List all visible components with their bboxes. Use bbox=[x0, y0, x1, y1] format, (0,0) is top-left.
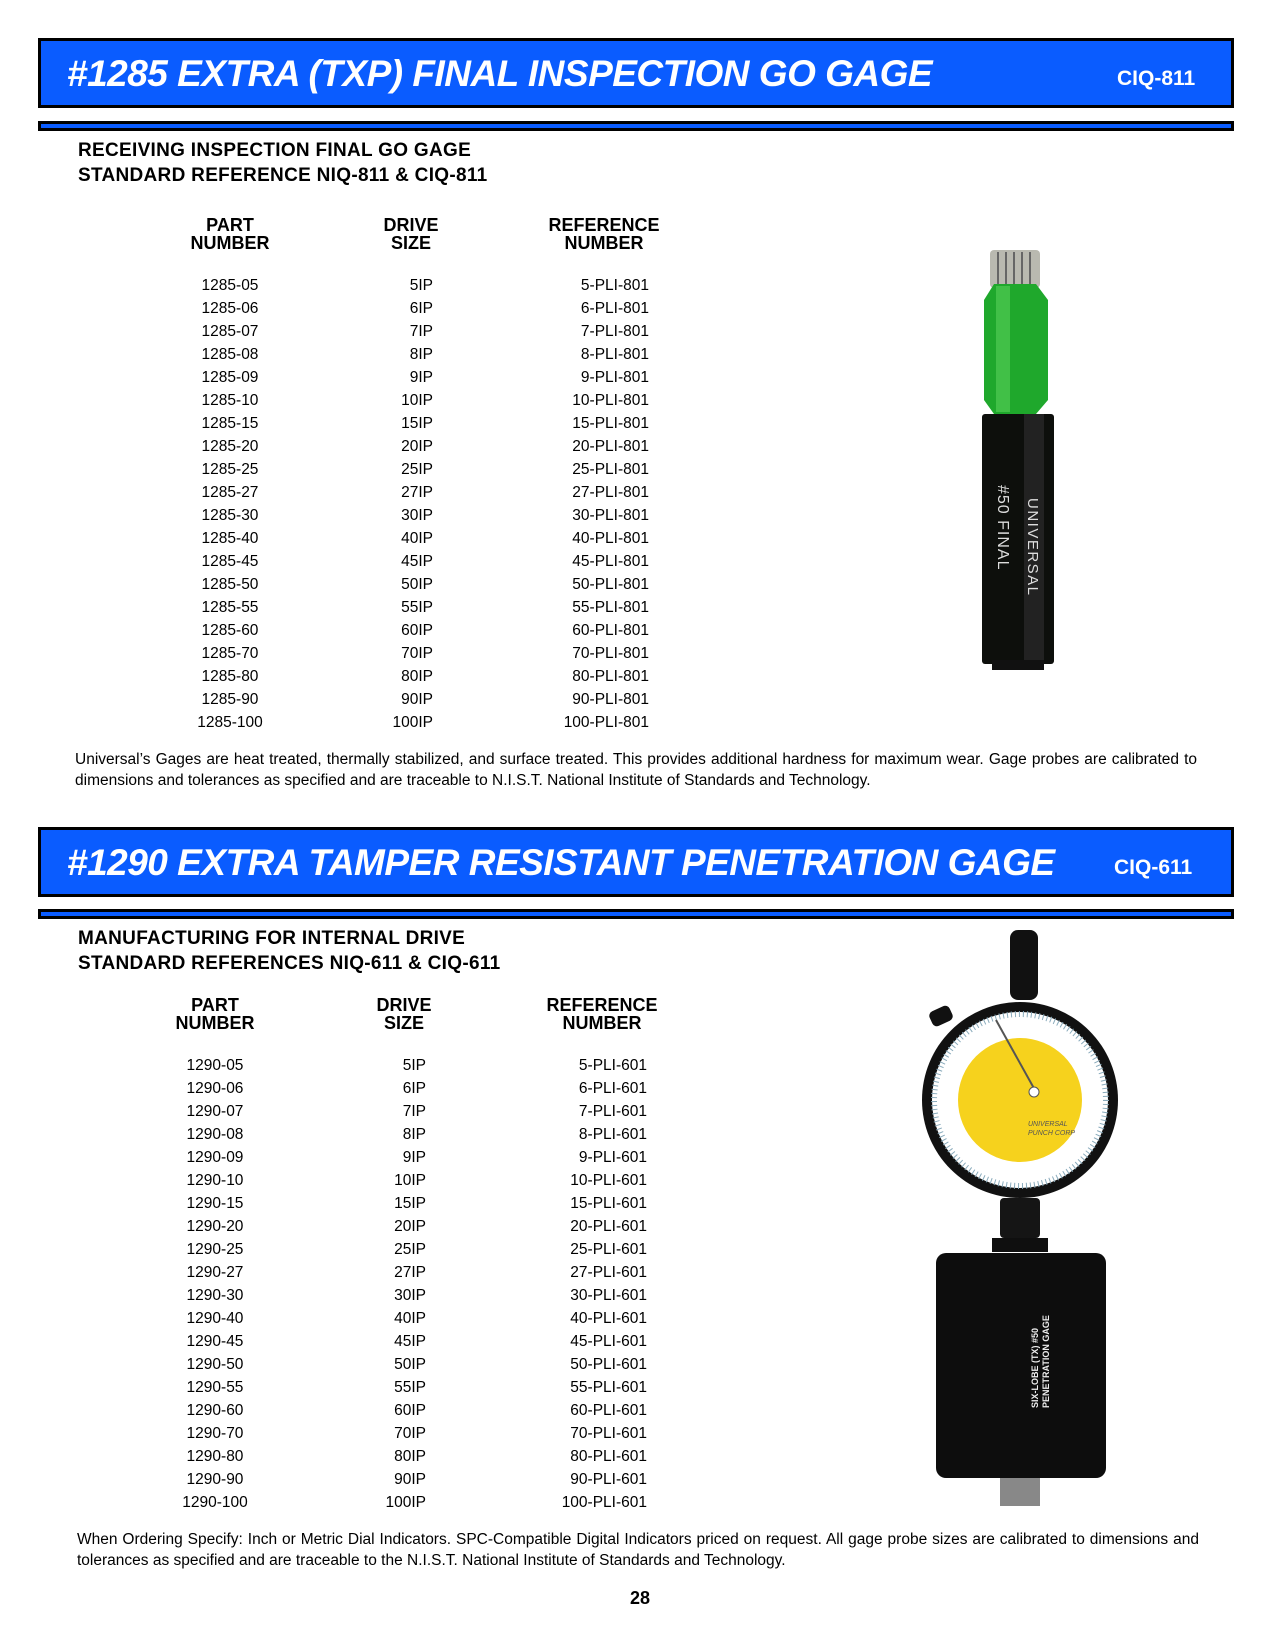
reference-number-cell: 55-PLI-801 bbox=[572, 599, 649, 617]
part-number-cell: 1285-10 bbox=[201, 392, 259, 410]
part-number-cell: 1290-100 bbox=[182, 1494, 248, 1512]
drive-size-cell: 70IP bbox=[401, 645, 433, 663]
drive-size-cell: 27IP bbox=[401, 484, 433, 502]
penetration-gage-image bbox=[918, 930, 1123, 1510]
part-number-cell: 1285-15 bbox=[201, 415, 259, 433]
part-number-cell: 1290-06 bbox=[186, 1080, 244, 1098]
part-number-cell: 1290-25 bbox=[186, 1241, 244, 1259]
reference-number-cell: 30-PLI-601 bbox=[570, 1287, 647, 1305]
reference-number-cell: 25-PLI-601 bbox=[570, 1241, 647, 1259]
reference-number-cell: 8-PLI-801 bbox=[580, 346, 649, 364]
drive-size-cell: 100IP bbox=[392, 714, 433, 732]
part-number-cell: 1290-90 bbox=[186, 1471, 244, 1489]
drive-size-cell: 7IP bbox=[409, 323, 433, 341]
part-number-cell: 1290-27 bbox=[186, 1264, 244, 1282]
drive-size-cell: 90IP bbox=[394, 1471, 426, 1489]
column-header-line: PART bbox=[206, 215, 254, 235]
part-number-cell: 1285-05 bbox=[201, 277, 259, 294]
section-title: #1290 EXTRA TAMPER RESISTANT PENETRATION GAGE bbox=[67, 842, 1055, 883]
part-number-cell: 1285-50 bbox=[201, 576, 259, 594]
dial-brand-text: UNIVERSAL bbox=[1028, 1121, 1068, 1128]
section-code: CIQ-611 bbox=[1114, 856, 1193, 879]
reference-number-cell: 5-PLI-801 bbox=[580, 277, 649, 294]
drive-size-cell: 45IP bbox=[401, 553, 433, 571]
reference-number-cell: 40-PLI-801 bbox=[572, 530, 649, 548]
drive-size-cell: 7IP bbox=[402, 1103, 426, 1121]
reference-number-cell: 7-PLI-801 bbox=[580, 323, 649, 341]
subtitle: RECEIVING INSPECTION FINAL GO GAGE bbox=[78, 140, 472, 161]
part-number-cell: 1285-07 bbox=[201, 323, 259, 341]
column-header-drive-size bbox=[331, 216, 491, 252]
part-number-cell: 1285-90 bbox=[201, 691, 259, 709]
column-header-line: REFERENCE bbox=[548, 215, 660, 235]
header-underline bbox=[38, 121, 1234, 131]
column-header-part-number bbox=[135, 996, 295, 1032]
drive-size-cell: 15IP bbox=[401, 415, 433, 433]
drive-size-cell: 50IP bbox=[401, 576, 433, 594]
drive-size-cell: 90IP bbox=[401, 691, 433, 709]
drive-size-cell: 60IP bbox=[394, 1402, 426, 1420]
reference-number-cell: 15-PLI-601 bbox=[570, 1195, 647, 1213]
subtitle: STANDARD REFERENCES NIQ-611 & CIQ-611 bbox=[78, 953, 501, 974]
drive-size-cell: 60IP bbox=[401, 622, 433, 640]
part-number-cell: 1290-09 bbox=[186, 1149, 244, 1167]
column-header-line: NUMBER bbox=[562, 1013, 642, 1033]
part-number-cell: 1285-45 bbox=[201, 553, 259, 571]
reference-number-cell: 30-PLI-801 bbox=[572, 507, 649, 525]
page-number: 28 bbox=[629, 1588, 651, 1608]
drive-size-cell: 10IP bbox=[394, 1172, 426, 1190]
drive-size-cell: 25IP bbox=[401, 461, 433, 479]
section-title: #1285 EXTRA (TXP) FINAL INSPECTION GO GAGE bbox=[67, 53, 933, 94]
reference-number-cell: 9-PLI-601 bbox=[578, 1149, 647, 1167]
column-header-line: DRIVE bbox=[376, 995, 432, 1015]
header-underline bbox=[38, 909, 1234, 919]
part-number-cell: 1285-30 bbox=[201, 507, 259, 525]
drive-size-cell: 5IP bbox=[402, 1057, 426, 1074]
part-number-cell: 1290-10 bbox=[186, 1172, 244, 1190]
reference-number-cell: 90-PLI-601 bbox=[570, 1471, 647, 1489]
final-go-gage-image bbox=[972, 250, 1064, 672]
drive-size-cell: 27IP bbox=[394, 1264, 426, 1282]
part-number-cell: 1290-55 bbox=[186, 1379, 244, 1397]
part-number-cell: 1285-06 bbox=[201, 300, 259, 318]
drive-size-cell: 30IP bbox=[401, 507, 433, 525]
note-paragraph: When Ordering Specify: Inch or Metric Dial Indicators. SPC-Compatible Digital Indicators priced on request. All gage probe sizes are calibrated to dimensions and tolerances as specified and are traceable to the N.I.S.T. National Institute of Standards and Technology. bbox=[77, 1531, 1199, 1569]
part-number-cell: 1285-100 bbox=[197, 714, 263, 732]
reference-number-cell: 40-PLI-601 bbox=[570, 1310, 647, 1328]
drive-size-cell: 40IP bbox=[394, 1310, 426, 1328]
column-header-line: DRIVE bbox=[383, 215, 439, 235]
section-code: CIQ-811 bbox=[1117, 67, 1196, 90]
reference-number-cell: 80-PLI-801 bbox=[572, 668, 649, 686]
reference-number-cell: 9-PLI-801 bbox=[580, 369, 649, 387]
part-number-cell: 1285-80 bbox=[201, 668, 259, 686]
drive-size-cell: 10IP bbox=[401, 392, 433, 410]
part-number-cell: 1285-25 bbox=[201, 461, 259, 479]
drive-size-cell: 55IP bbox=[394, 1379, 426, 1397]
part-number-cell: 1285-08 bbox=[201, 346, 259, 364]
part-number-cell: 1290-05 bbox=[186, 1057, 244, 1074]
gage-label-text: #50 FINAL bbox=[994, 485, 1011, 571]
reference-number-cell: 60-PLI-601 bbox=[570, 1402, 647, 1420]
column-header-line: NUMBER bbox=[175, 1013, 255, 1033]
drive-size-cell: 5IP bbox=[409, 277, 433, 294]
dial-brand-text: PUNCH CORP bbox=[1028, 1130, 1076, 1137]
reference-number-cell: 60-PLI-801 bbox=[572, 622, 649, 640]
reference-number-cell: 70-PLI-801 bbox=[572, 645, 649, 663]
section-header-1290 bbox=[38, 827, 1234, 897]
drive-size-cell: 25IP bbox=[394, 1241, 426, 1259]
drive-size-cell: 80IP bbox=[401, 668, 433, 686]
column-header-line: PART bbox=[191, 995, 239, 1015]
part-number-cell: 1290-70 bbox=[186, 1425, 244, 1443]
part-number-cell: 1290-40 bbox=[186, 1310, 244, 1328]
part-number-cell: 1285-70 bbox=[201, 645, 259, 663]
drive-size-cell: 50IP bbox=[394, 1356, 426, 1374]
part-number-cell: 1290-08 bbox=[186, 1126, 244, 1144]
reference-number-cell: 10-PLI-801 bbox=[572, 392, 649, 410]
drive-size-cell: 9IP bbox=[402, 1149, 426, 1167]
reference-number-cell: 55-PLI-601 bbox=[570, 1379, 647, 1397]
part-number-cell: 1290-50 bbox=[186, 1356, 244, 1374]
drive-size-cell: 20IP bbox=[401, 438, 433, 456]
part-number-cell: 1290-60 bbox=[186, 1402, 244, 1420]
reference-number-cell: 27-PLI-801 bbox=[572, 484, 649, 502]
reference-number-cell: 5-PLI-601 bbox=[578, 1057, 647, 1074]
reference-number-cell: 10-PLI-601 bbox=[570, 1172, 647, 1190]
part-number-cell: 1285-40 bbox=[201, 530, 259, 548]
reference-number-cell: 6-PLI-801 bbox=[580, 300, 649, 318]
reference-number-cell: 50-PLI-801 bbox=[572, 576, 649, 594]
section-header-1285 bbox=[38, 38, 1234, 108]
gage-label-text: UNIVERSAL bbox=[1024, 498, 1041, 597]
drive-size-cell: 15IP bbox=[394, 1195, 426, 1213]
part-number-cell: 1285-55 bbox=[201, 599, 259, 617]
reference-number-cell: 6-PLI-601 bbox=[578, 1080, 647, 1098]
drive-size-cell: 6IP bbox=[402, 1080, 426, 1098]
drive-size-cell: 8IP bbox=[402, 1126, 426, 1144]
subtitle: MANUFACTURING FOR INTERNAL DRIVE bbox=[78, 928, 466, 949]
drive-size-cell: 8IP bbox=[409, 346, 433, 364]
reference-number-cell: 45-PLI-601 bbox=[570, 1333, 647, 1351]
reference-number-cell: 15-PLI-801 bbox=[572, 415, 649, 433]
reference-number-cell: 7-PLI-601 bbox=[578, 1103, 647, 1121]
drive-size-cell: 45IP bbox=[394, 1333, 426, 1351]
reference-number-cell: 20-PLI-801 bbox=[572, 438, 649, 456]
drive-size-cell: 70IP bbox=[394, 1425, 426, 1443]
column-header-line: SIZE bbox=[383, 1013, 424, 1033]
reference-number-cell: 80-PLI-601 bbox=[570, 1448, 647, 1466]
reference-number-cell: 45-PLI-801 bbox=[572, 553, 649, 571]
reference-number-cell: 70-PLI-601 bbox=[570, 1425, 647, 1443]
part-number-cell: 1290-15 bbox=[186, 1195, 244, 1213]
part-number-cell: 1285-60 bbox=[201, 622, 259, 640]
drive-size-cell: 6IP bbox=[409, 300, 433, 318]
column-header-reference-number bbox=[522, 996, 682, 1032]
part-number-cell: 1290-45 bbox=[186, 1333, 244, 1351]
column-header-drive-size bbox=[324, 996, 484, 1032]
part-number-cell: 1290-07 bbox=[186, 1103, 244, 1121]
drive-size-cell: 40IP bbox=[401, 530, 433, 548]
part-number-cell: 1285-27 bbox=[201, 484, 259, 502]
drive-size-cell: 30IP bbox=[394, 1287, 426, 1305]
part-number-cell: 1290-20 bbox=[186, 1218, 244, 1236]
part-number-cell: 1290-30 bbox=[186, 1287, 244, 1305]
gage-label-text: PENETRATION GAGE bbox=[1041, 1315, 1051, 1408]
part-number-cell: 1285-20 bbox=[201, 438, 259, 456]
reference-number-cell: 100-PLI-801 bbox=[563, 714, 649, 732]
reference-number-cell: 25-PLI-801 bbox=[572, 461, 649, 479]
part-number-cell: 1290-80 bbox=[186, 1448, 244, 1466]
reference-number-cell: 27-PLI-601 bbox=[570, 1264, 647, 1282]
drive-size-cell: 9IP bbox=[409, 369, 433, 387]
subtitle: STANDARD REFERENCE NIQ-811 & CIQ-811 bbox=[78, 165, 488, 186]
drive-size-cell: 20IP bbox=[394, 1218, 426, 1236]
reference-number-cell: 50-PLI-601 bbox=[570, 1356, 647, 1374]
column-header-line: NUMBER bbox=[564, 233, 644, 253]
reference-number-cell: 8-PLI-601 bbox=[578, 1126, 647, 1144]
drive-size-cell: 100IP bbox=[385, 1494, 426, 1512]
column-header-line: REFERENCE bbox=[546, 995, 658, 1015]
drive-size-cell: 55IP bbox=[401, 599, 433, 617]
column-header-reference-number bbox=[524, 216, 684, 252]
part-number-cell: 1285-09 bbox=[201, 369, 259, 387]
reference-number-cell: 90-PLI-801 bbox=[572, 691, 649, 709]
drive-size-cell: 80IP bbox=[394, 1448, 426, 1466]
column-header-line: SIZE bbox=[390, 233, 431, 253]
column-header-line: NUMBER bbox=[190, 233, 270, 253]
note-paragraph: Universal’s Gages are heat treated, thermally stabilized, and surface treated. This provides additional hardness for maximum wear. Gage probes are calibrated to dimensions and tolerances as specified and are traceable to N.I.S.T. National Institute of Standards and Technology. bbox=[75, 751, 1197, 789]
gage-label-text: SIX-LOBE (TX) #50 bbox=[1030, 1327, 1040, 1408]
column-header-part-number bbox=[150, 216, 310, 252]
reference-number-cell: 20-PLI-601 bbox=[570, 1218, 647, 1236]
reference-number-cell: 100-PLI-601 bbox=[561, 1494, 647, 1512]
